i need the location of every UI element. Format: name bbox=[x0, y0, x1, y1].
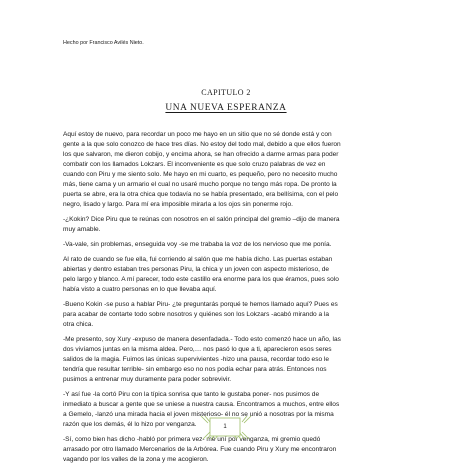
author-line: Hecho por Francisco Avilés Nieto. bbox=[63, 40, 144, 46]
paragraph-8: -Sí, como bien has dicho -habló por primera vez- me uní por venganza, mi gremio quedó arrasado por otro llamado Mercenarios de la Arbórea. Fue cuando Piru y Xury me encontraron vagando por los valles de la zona y me acogieron. bbox=[63, 436, 337, 463]
page-footer bbox=[0, 408, 452, 448]
paragraph-3: -Va-vale, sin problemas, enseguida voy -se me trababa la voz de los nervioso que me ponía. bbox=[63, 241, 332, 248]
paragraph-1: Aquí estoy de nuevo, para recordar un poco me hayo en un sitio que no sé donde está y con gente a la que solo conozco de hace tres días. No estoy del todo mal, debido a que ellos fueron los que salvaron, me dieron cobijo, y encima ahora, se han ofrecido a darme armas para poder combatir con los llamados Lokzars. El inconveniente es que solo cruzo palabras de vez en cuando con Piru y me siento solo. Me hayo en mi cuarto, es pequeño, pero no necesito mucho más, tiene cama y un armario el cual no usaré mucho porque no tengo más ropa. De pronto la puerta se abre, era la otra chica que todavía no se había presentado, era bellísima, con el pelo negro, lisado y largo. Para mí era imposible mirarla a los ojos sin ponerme rojo. bbox=[63, 131, 341, 208]
paragraph-7: -Y así fue -la cortó Piru con la típica sonrisa que tanto le gustaba poner- nos pusimos de inmediato a buscar a gente que se uniese a nuestra causa. Encontramos a muchos, entre ellos a Gemelo, -lanzó una mirada hacia el joven misterioso- él no se unió a nosotras por la misma razón que los demás, él lo hizo por venganza. bbox=[63, 391, 340, 428]
paragraph-6: -Me presento, soy Xury -expuso de manera desenfadada.- Todo esto comenzó hace un año, las dos vivíamos juntas en la misma aldea. Pero,… nos pasó lo que a ti, aparecieron esos seres salidos de la magia. Fuimos las únicas supervivientes -hizo una pausa, recordar todo eso le tendría que resultar terrible- sin embargo eso no nos podía echar para atrás. Entonces nos pusimos a entrenar muy duramente para poder sobrevivir. bbox=[63, 336, 341, 383]
paragraph-5: -Bueno Kokin -se puso a hablar Piru- ¿te preguntarás porqué te hemos llamado aquí? Pues es para acabar de contarte todo sobre nosotros y quiénes son los Lokzars -acabó mirando a la otra chica. bbox=[63, 301, 338, 328]
page-number: 1 bbox=[223, 424, 227, 430]
chapter-label: CAPITULO 2 bbox=[201, 88, 251, 97]
paragraph-4: Al rato de cuando se fue ella, fui corriendo al salón que me había dicho. Las puertas estaban abiertas y dentro estaban tres personas Piru, la chica y un joven con aspecto misterioso, de pelo largo y blanco. A mí parecer, todo este castillo era enorme para los que éramos, pues solo había visto a cuatro personas en lo que llevaba aquí. bbox=[63, 256, 339, 293]
paragraph-2: -¿Kokin? Dice Piru que te reúnas con nosotros en el salón principal del gremio –dijo de manera muy amable. bbox=[63, 216, 340, 233]
chapter-title: UNA NUEVA ESPERANZA bbox=[165, 103, 287, 113]
